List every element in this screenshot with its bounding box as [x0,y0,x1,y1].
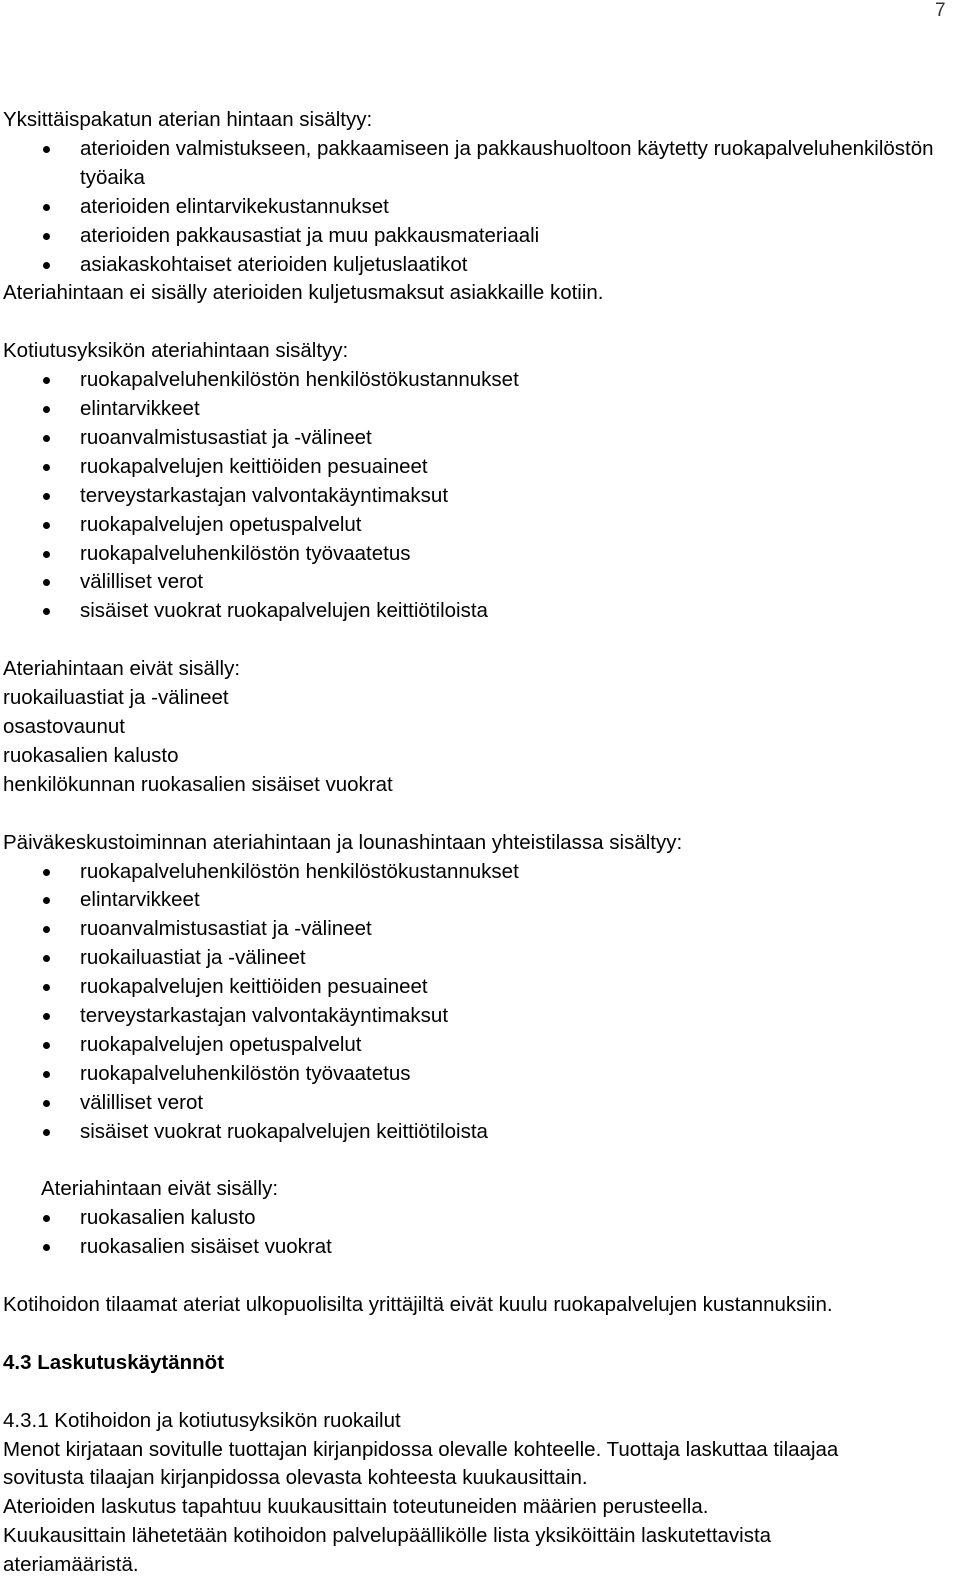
list-item-text: sisäiset vuokrat ruokapalvelujen keittiötiloista [80,599,488,623]
section-title: Yksittäispakatun aterian hintaan sisältyy: [3,108,373,131]
bullet-icon [43,551,50,558]
list-item [3,251,953,280]
text-line: osastovaunut [3,715,125,738]
bullet-icon [43,1100,50,1107]
list-item [3,511,953,540]
list-item-text: ruoanvalmistusastiat ja -välineet [80,917,372,941]
list-item [3,135,953,193]
kotihoito-note: Kotihoidon tilaamat ateriat ulkopuolisilta yrittäjiltä eivät kuulu ruokapalvelujen kustannuksiin. [3,1293,833,1317]
list-item [3,973,953,1002]
bullet-list [3,135,953,280]
list-item-text: asiakaskohtaiset aterioiden kuljetuslaatikot [80,252,468,276]
list-item-text: ruokasalien kalusto [80,1206,256,1230]
list-item-text: ruokailuastiat ja -välineet [80,946,306,970]
paragraph: Kuukausittain lähetetään kotihoidon palvelupäällikölle lista yksiköittäin laskutettavista ateriamääristä. [3,1524,772,1577]
bullet-icon [43,204,50,211]
bullet-list [3,366,953,626]
list-item [41,1233,953,1262]
list-item [41,1204,953,1233]
bullet-icon [43,897,50,904]
bullet-icon [43,579,50,586]
text-line: ruokasalien kalusto [3,743,179,767]
list-item [3,424,953,453]
bullet-icon [43,406,50,413]
list-item-text: ruokapalvelujen keittiöiden pesuaineet [80,975,428,999]
paragraph: Aterioiden laskutus tapahtuu kuukausittain toteutuneiden määrien perusteella. [3,1495,709,1519]
list-item [3,395,953,424]
subsection-title: 4.3.1 Kotihoidon ja kotiutusyksikön ruokailut [3,1408,401,1432]
list-item [3,222,953,251]
list-item-text: ruokasalien sisäiset vuokrat [80,1235,332,1259]
bullet-icon [43,926,50,933]
bullet-icon [43,1215,50,1222]
list-item [3,193,953,222]
list-item [3,858,953,887]
list-item-text: elintarvikkeet [80,397,200,421]
list-item-text: ruokapalveluhenkilöstön henkilöstökustannukset [80,859,519,883]
list-item [3,482,953,511]
bullet-icon [43,377,50,384]
text-line: ruokailuastiat ja -välineet [3,686,229,710]
list-item-text: aterioiden pakkausastiat ja muu pakkausmateriaali [80,223,540,247]
list-item [3,1002,953,1031]
list-item-text: välilliset verot [80,1090,204,1114]
document-body [3,106,953,1580]
bullet-list [3,858,953,1147]
list-item [3,1031,953,1060]
list-item-text: terveystarkastajan valvontakäyntimaksut [80,483,449,507]
bullet-icon [43,608,50,615]
bullet-icon [43,1071,50,1078]
list-item-text: elintarvikkeet [80,888,200,912]
bullet-icon [43,955,50,962]
list-item-text: terveystarkastajan valvontakäyntimaksut [80,1004,449,1028]
list-item [3,915,953,944]
list-item [3,1118,953,1147]
list-item-text: aterioiden valmistukseen, pakkaamiseen ja pakkaushuoltoon käytetty ruokapalveluhenkilöstön työaika [80,136,934,189]
list-item-text: ruokapalveluhenkilöstön työvaatetus [80,1061,411,1085]
bullet-icon [43,1042,50,1049]
bullet-icon [43,1013,50,1020]
list-item [3,453,953,482]
bullet-icon [43,146,50,153]
list-item-text: välilliset verot [80,570,204,594]
paragraph: Menot kirjataan sovitulle tuottajan kirjanpidossa olevalle kohteelle. Tuottaja laskuttaa tilaajaa sovitusta tilaajan kirjanpidossa olevasta kohteesta kuukausittain. [3,1437,839,1490]
list-item [3,944,953,973]
list-item-text: ruokapalveluhenkilöstön työvaatetus [80,541,411,565]
page-number: 7 [935,0,946,21]
section-note: Ateriahintaan ei sisälly aterioiden kuljetusmaksut asiakkaille kotiin. [3,281,604,305]
list-item [3,568,953,597]
list-item [3,1089,953,1118]
list-item-text: aterioiden elintarvikekustannukset [80,194,389,218]
bullet-list [41,1204,953,1262]
bullet-icon [43,984,50,991]
list-item [3,366,953,395]
bullet-icon [43,1244,50,1251]
bullet-icon [43,493,50,500]
bullet-icon [43,435,50,442]
list-item [3,540,953,569]
indented-block [3,1175,953,1262]
list-item-text: ruokapalvelujen opetuspalvelut [80,512,362,536]
list-item-text: ruokapalvelujen keittiöiden pesuaineet [80,454,428,478]
bullet-icon [43,233,50,240]
list-item [3,886,953,915]
list-item [3,597,953,626]
bullet-icon [43,464,50,471]
text-line: henkilökunnan ruokasalien sisäiset vuokrat [3,772,393,796]
list-item-text: ruokapalveluhenkilöstön henkilöstökustannukset [80,368,519,392]
section-heading: 4.3 Laskutuskäytännöt [3,1350,225,1374]
section-title: Päiväkeskustoiminnan ateriahintaan ja lounashintaan yhteistilassa sisältyy: [3,830,683,854]
bullet-icon [43,262,50,269]
list-item-text: sisäiset vuokrat ruokapalvelujen keittiötiloista [80,1119,488,1143]
section-title: Kotiutusyksikön ateriahintaan sisältyy: [3,339,349,363]
list-item-text: ruoanvalmistusastiat ja -välineet [80,425,372,449]
section-title: Ateriahintaan eivät sisälly: [41,1177,279,1201]
bullet-icon [43,869,50,876]
bullet-icon [43,1129,50,1136]
list-item [3,1060,953,1089]
bullet-icon [43,522,50,529]
section-title: Ateriahintaan eivät sisälly: [3,657,241,681]
list-item-text: ruokapalvelujen opetuspalvelut [80,1032,362,1056]
